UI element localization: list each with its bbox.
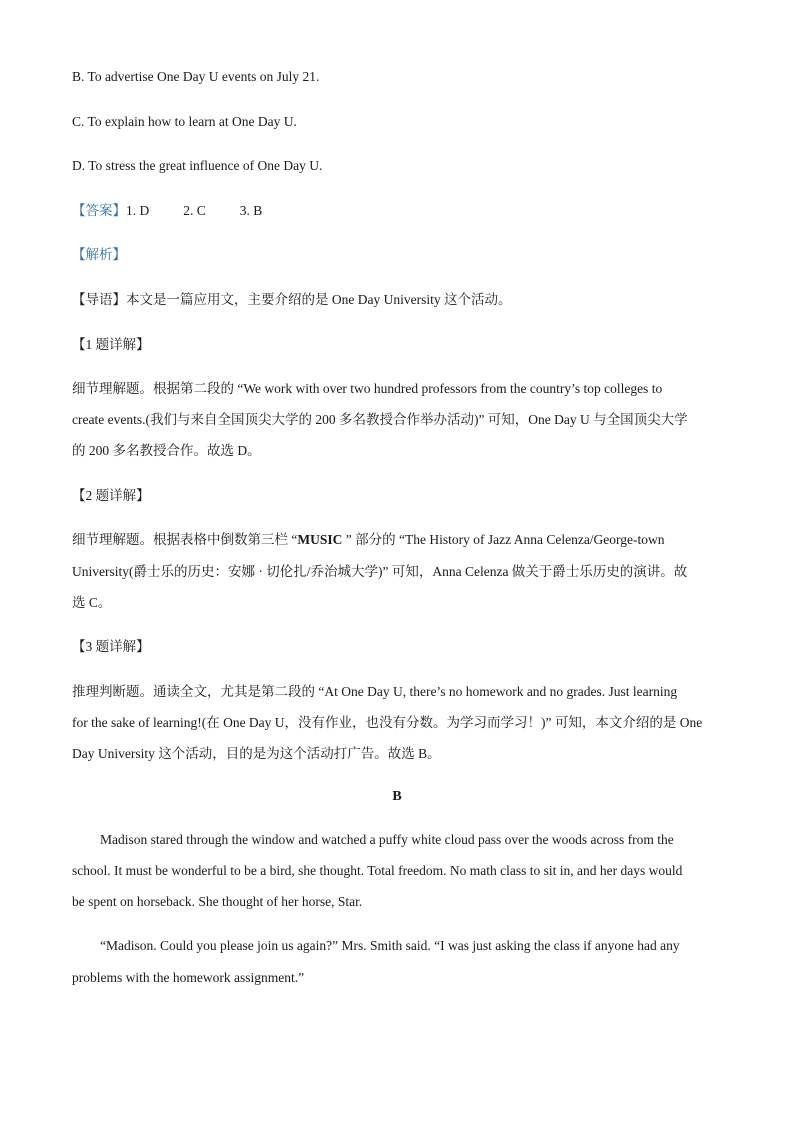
q2-line-1 <box>72 531 665 549</box>
q2-line-1-pre: 细节理解题。根据表格中倒数第三栏 “ <box>72 532 298 547</box>
story-p1-line-2: school. It must be wonderful to be a bird, she thought. Total freedom. No math class to sit in, and her days would <box>72 863 683 878</box>
q1-line-3: 的 200 多名教授合作。故选 D。 <box>72 443 261 458</box>
q3-line-3: Day University 这个活动，目的是为这个活动打广告。故选 B。 <box>72 746 441 761</box>
answer-3: 3. B <box>239 203 263 218</box>
guide-text: 本文是一篇应用文，主要介绍的是 One Day University 这个活动。 <box>126 292 512 307</box>
q3-line-1: 推理判断题。通读全文，尤其是第二段的 “At One Day U, there’s no homework and no grades. Just learning <box>72 684 678 699</box>
q2-line-1-post: ” 部分的 “The History of Jazz Anna Celenza/George-town <box>342 532 665 547</box>
q3-line-2: for the sake of learning!(在 One Day U，没有作业，也没有分数。为学习而学习！)” 可知，本文介绍的是 One <box>72 715 703 730</box>
answer-tag: 【答案】 <box>72 203 126 218</box>
q2-heading: 【2 题详解】 <box>72 488 150 503</box>
q2-line-3: 选 C。 <box>72 595 112 610</box>
story-p2-line-1: “Madison. Could you please join us again?” Mrs. Smith said. “I was just asking the class if anyone had any <box>100 938 680 953</box>
option-b: B. To advertise One Day U events on July 21. <box>72 69 320 84</box>
story-p1-line-1: Madison stared through the window and watched a puffy white cloud pass over the woods across from the <box>100 832 674 847</box>
option-c: C. To explain how to learn at One Day U. <box>72 114 297 129</box>
story-p1-line-3: be spent on horseback. She thought of her horse, Star. <box>72 894 363 909</box>
option-d: D. To stress the great influence of One Day U. <box>72 158 323 173</box>
q3-heading: 【3 题详解】 <box>72 639 150 654</box>
answer-line <box>72 202 262 220</box>
q1-line-2: create events.(我们与来自全国顶尖大学的 200 多名教授合作举办活动)” 可知，One Day U 与全国顶尖大学 <box>72 412 688 427</box>
q1-line-1: 细节理解题。根据第二段的 “We work with over two hundred professors from the country’s top colleges to <box>72 381 663 396</box>
section-b-title: B <box>392 789 402 804</box>
q2-line-2: University(爵士乐的历史：安娜 · 切伦扎/乔治城大学)” 可知，Anna Celenza 做关于爵士乐历史的演讲。故 <box>72 564 688 579</box>
analysis-tag: 【解析】 <box>72 247 126 262</box>
q1-heading: 【1 题详解】 <box>72 337 150 352</box>
guide-line <box>72 291 511 309</box>
guide-tag: 【导语】 <box>72 292 126 307</box>
q2-music-label: MUSIC <box>297 532 343 547</box>
story-p2-line-2: problems with the homework assignment.” <box>72 970 305 985</box>
answer-2: 2. C <box>183 203 206 218</box>
answer-1: 1. D <box>126 203 150 218</box>
